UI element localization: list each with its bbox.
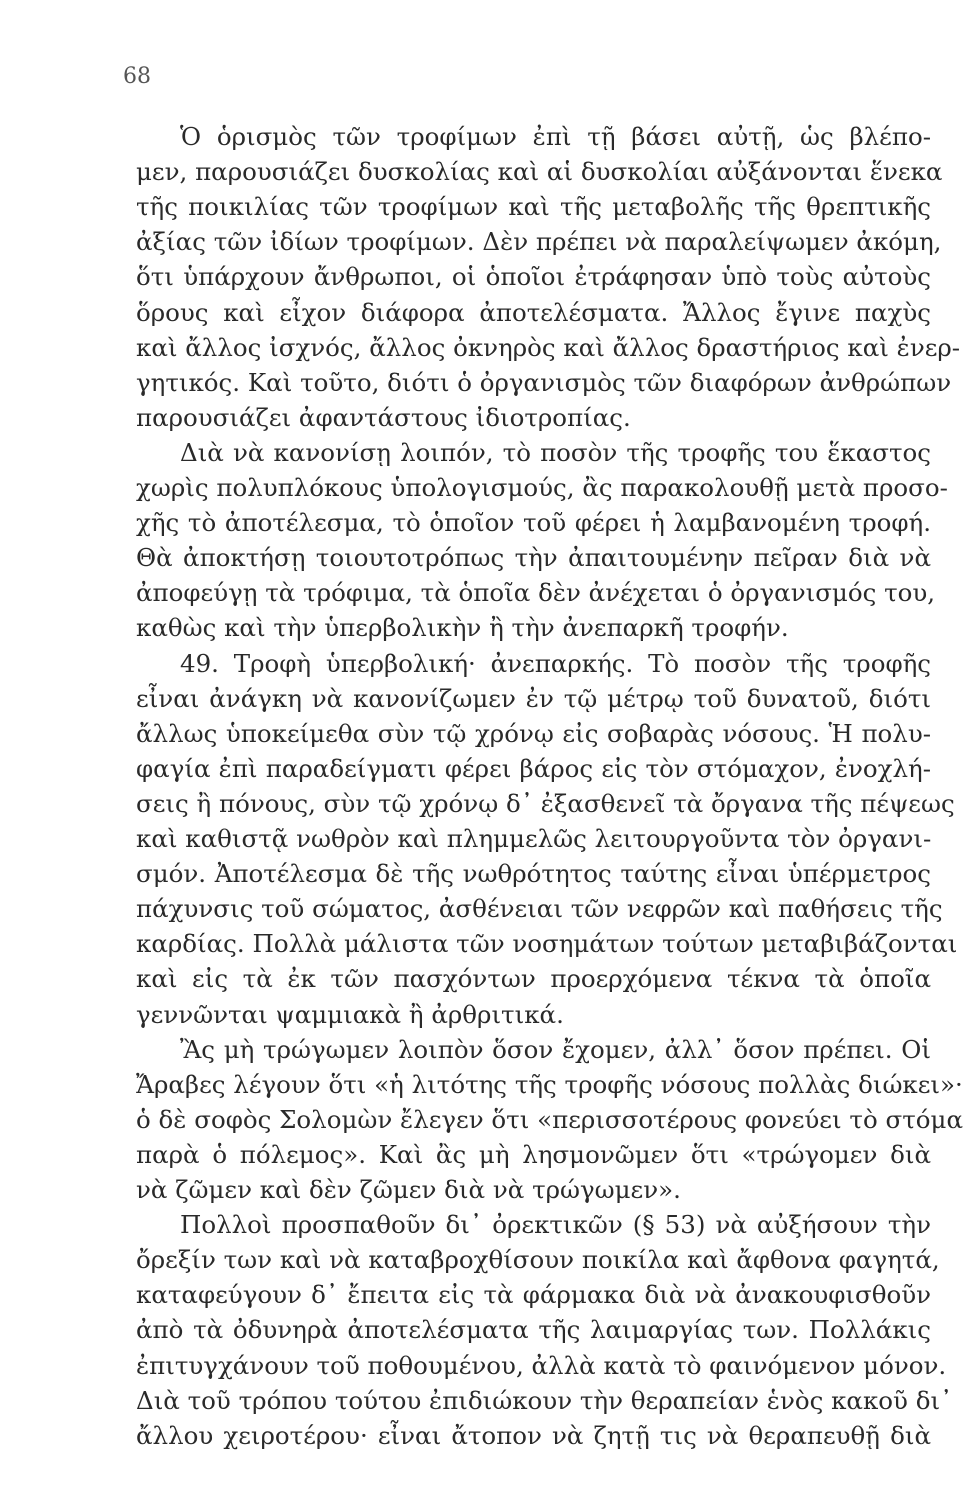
text-line: φαγία ἐπὶ παραδείγματι φέρει βάρος εἰς τὸν στόμαχον, ἐνοχλή- <box>136 753 931 783</box>
text-line: χωρὶς πολυπλόκους ὑπολογισμούς, ἂς παρακολουθῇ μετὰ προσο- <box>136 473 948 502</box>
text-line: καθὼς καὶ τὴν ὑπερβολικὴν ἢ τὴν ἀνεπαρκῆ τροφήν. <box>136 613 789 643</box>
text-line: σεις ἢ πόνους, σὺν τῷ χρόνῳ δ᾽ ἐξασθενεῖ τὰ ὄργανα τῆς πέψεως <box>136 788 955 818</box>
text-line: Ἂς μὴ τρώγωμεν λοιπὸν ὅσον ἔχομεν, ἀλλ᾽ ὅσον πρέπει. Οἱ <box>180 1034 931 1064</box>
text-line: καὶ εἰς τὰ ἐκ τῶν πασχόντων προερχόμενα τέκνα τὰ ὁποῖα <box>136 964 931 994</box>
text-line: πάχυνσις τοῦ σώματος, ἀσθένειαι τῶν νεφρῶν καὶ παθήσεις τῆς <box>136 894 943 924</box>
text-line: καὶ ἄλλος ἰσχνός, ἄλλος ὀκνηρὸς καὶ ἄλλος δραστήριος καὶ ἐνερ- <box>136 332 961 362</box>
text-line: γεννῶνται ψαμμιακὰ ἢ ἀρθριτικά. <box>136 999 564 1029</box>
text-line: καρδίας. Πολλὰ μάλιστα τῶν νοσημάτων τούτων μεταβιβάζονται <box>136 929 958 959</box>
text-line: Διὰ νὰ κανονίσῃ λοιπόν, τὸ ποσὸν τῆς τροφῆς του ἕκαστος <box>180 437 931 467</box>
text-line: Πολλοὶ προσπαθοῦν δι᾽ ὀρεκτικῶν (§ 53) νὰ αὐξήσουν τὴν <box>180 1210 931 1240</box>
text-line: καὶ καθιστᾷ νωθρὸν καὶ πλημμελῶς λειτουργοῦντα τὸν ὀργανι- <box>136 824 932 853</box>
text-line: ἄλλου χειροτέρου· εἶναι ἄτοπον νὰ ζητῇ τις νὰ θεραπευθῇ διὰ <box>136 1420 931 1450</box>
text-line: νὰ ζῶμεν καὶ δὲν ζῶμεν διὰ νὰ τρώγωμεν». <box>136 1175 681 1204</box>
text-line: ἄλλως ὑποκείμεθα σὺν τῷ χρόνῳ εἰς σοβαρὰς νόσους. Ἡ πολυ- <box>136 718 931 748</box>
text-line: εἶναι ἀνάγκη νὰ κανονίζωμεν ἐν τῷ μέτρῳ τοῦ δυνατοῦ, διότι <box>136 683 931 713</box>
text-line: ὄρεξίν των καὶ νὰ καταβροχθίσουν ποικίλα καὶ ἄφθονα φαγητά, <box>136 1245 940 1275</box>
text-line: Διὰ τοῦ τρόπου τούτου ἐπιδιώκουν τὴν θεραπείαν ἑνὸς κακοῦ δι᾽ <box>136 1385 953 1415</box>
text-line: παρουσιάζει ἀφαντάστους ἰδιοτροπίας. <box>136 402 631 432</box>
text-line: καταφεύγουν δ᾽ ἔπειτα εἰς τὰ φάρμακα διὰ νὰ ἀνακουφισθοῦν <box>136 1280 931 1310</box>
text-line: Θὰ ἀποκτήσῃ τοιουτοτρόπως τὴν ἀπαιτουμένην πεῖραν διὰ νὰ <box>136 543 931 573</box>
text-line: μεν, παρουσιάζει δυσκολίας καὶ αἱ δυσκολίαι αὐξάνονται ἕνεκα <box>136 157 943 187</box>
text-line: ὁ δὲ σοφὸς Σολομὼν ἔλεγεν ὅτι «περισσοτέρους φονεύει τὸ στόμα <box>136 1104 963 1134</box>
text-line: σμόν. Ἀποτέλεσμα δὲ τῆς νωθρότητος ταύτης εἶναι ὑπέρμετρος <box>136 859 931 889</box>
text-line: χῆς τὸ ἀποτέλεσμα, τὸ ὁποῖον τοῦ φέρει ἡ λαμβανομένη τροφή. <box>136 508 931 538</box>
text-line: ὅτι ὑπάρχουν ἄνθρωποι, οἱ ὁποῖοι ἐτράφησαν ὑπὸ τοὺς αὐτοὺς <box>136 262 931 292</box>
text-line: 49. Τροφὴ ὑπερβολική· ἀνεπαρκής. Τὸ ποσὸν τῆς τροφῆς <box>180 648 931 678</box>
text-line: ἀποφεύγῃ τὰ τρόφιμα, τὰ ὁποῖα δὲν ἀνέχεται ὁ ὀργανισμός του, <box>136 578 936 608</box>
text-line: γητικός. Καὶ τοῦτο, διότι ὁ ὀργανισμὸς τῶν διαφόρων ἀνθρώπων <box>136 367 952 397</box>
text-line: Ἄραβες λέγουν ὅτι «ἡ λιτότης τῆς τροφῆς νόσους πολλὰς διώκει»· <box>136 1069 963 1099</box>
page-number: 68 <box>123 64 151 89</box>
text-line: ὅρους καὶ εἶχον διάφορα ἀποτελέσματα. Ἄλλος ἔγινε παχὺς <box>136 297 931 327</box>
text-line: τῆς ποικιλίας τῶν τροφίμων καὶ τῆς μεταβολῆς τῆς θρεπτικῆς <box>136 192 931 222</box>
text-line: ἀπὸ τὰ ὀδυνηρὰ ἀποτελέσματα τῆς λαιμαργίας των. Πολλάκις <box>136 1315 931 1345</box>
text-line: παρὰ ὁ πόλεμος». Καὶ ἂς μὴ λησμονῶμεν ὅτι «τρώγομεν διὰ <box>136 1139 931 1169</box>
text-line: ἀξίας τῶν ἰδίων τροφίμων. Δὲν πρέπει νὰ παραλείψωμεν ἀκόμη, <box>136 227 942 257</box>
text-line: ἐπιτυγχάνουν τοῦ ποθουμένου, ἀλλὰ κατὰ τὸ φαινόμενον μόνον. <box>136 1350 947 1380</box>
text-line: Ὁ ὁρισμὸς τῶν τροφίμων ἐπὶ τῇ βάσει αὐτῇ, ὡς βλέπο- <box>180 122 931 151</box>
